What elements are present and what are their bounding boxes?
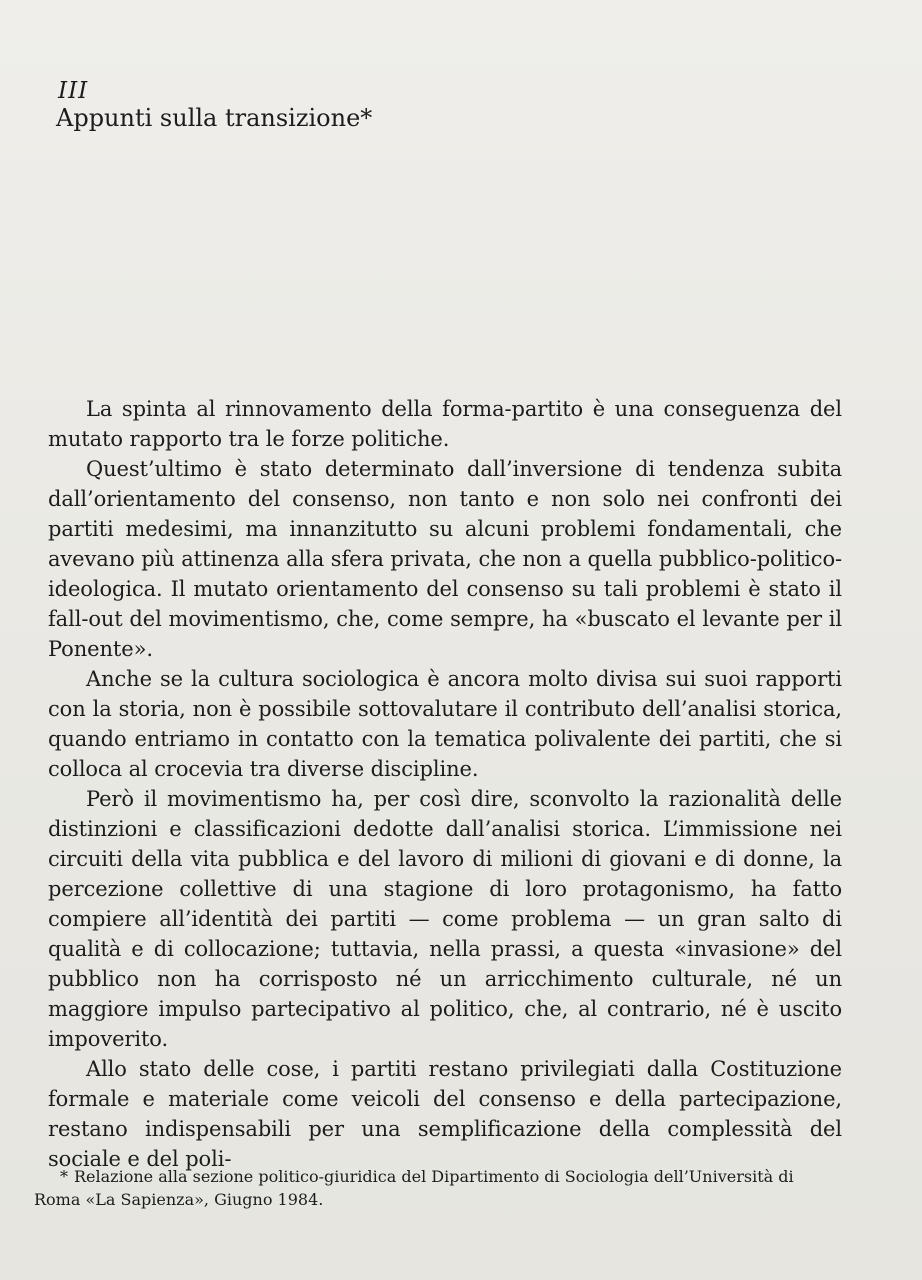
footnote bbox=[34, 1165, 842, 1211]
body-text bbox=[48, 394, 842, 1174]
paragraph: Allo stato delle cose, i partiti restano privilegiati dalla Costituzione formale e materiale come veicoli del consenso e della partecipazione, restano indispensabili per una semplificazione della complessità del sociale e del poli- bbox=[48, 1057, 842, 1171]
chapter-title: Appunti sulla transizione* bbox=[56, 104, 373, 132]
paragraph: Però il movimentismo ha, per così dire, sconvolto la razionalità delle distinzioni e classificazioni dedotte dall’analisi storica. L’immissione nei circuiti della vita pubblica e del lavoro di milioni di giovani e di donne, la percezione collettive di una stagione di loro protagonismo, ha fatto compiere all’identità dei partiti — come problema — un gran salto di qualità e di collocazione; tuttavia, nella prassi, a questa «invasione» del pubblico non ha corrisposto né un arricchimento culturale, né un maggiore impulso partecipativo al politico, che, al contrario, né è uscito impoverito. bbox=[48, 787, 842, 1051]
footnote-text: Relazione alla sezione politico-giuridica del Dipartimento di Sociologia dell’Università di Roma «La Sapienza», Giugno 1984. bbox=[34, 1167, 794, 1209]
chapter-number: III bbox=[58, 78, 89, 104]
footnote-marker: * bbox=[60, 1167, 68, 1186]
paragraph: La spinta al rinnovamento della forma-partito è una conseguenza del mutato rapporto tra le forze politiche. bbox=[48, 397, 842, 451]
paragraph: Quest’ultimo è stato determinato dall’inversione di tendenza subita dall’orientamento del consenso, non tanto e non solo nei confronti dei partiti medesimi, ma innanzitutto su alcuni problemi fondamentali, che avevano più attinenza alla sfera privata, che non a quella pubblico-politico-ideologica. Il mutato orientamento del consenso su tali problemi è stato il fall-out del movimentismo, che, come sempre, ha «buscato el levante per il Ponente». bbox=[48, 457, 842, 661]
paragraph: Anche se la cultura sociologica è ancora molto divisa sui suoi rapporti con la storia, non è possibile sottovalutare il contributo dell’analisi storica, quando entriamo in contatto con la tematica polivalente dei partiti, che si colloca al crocevia tra diverse discipline. bbox=[48, 667, 842, 781]
